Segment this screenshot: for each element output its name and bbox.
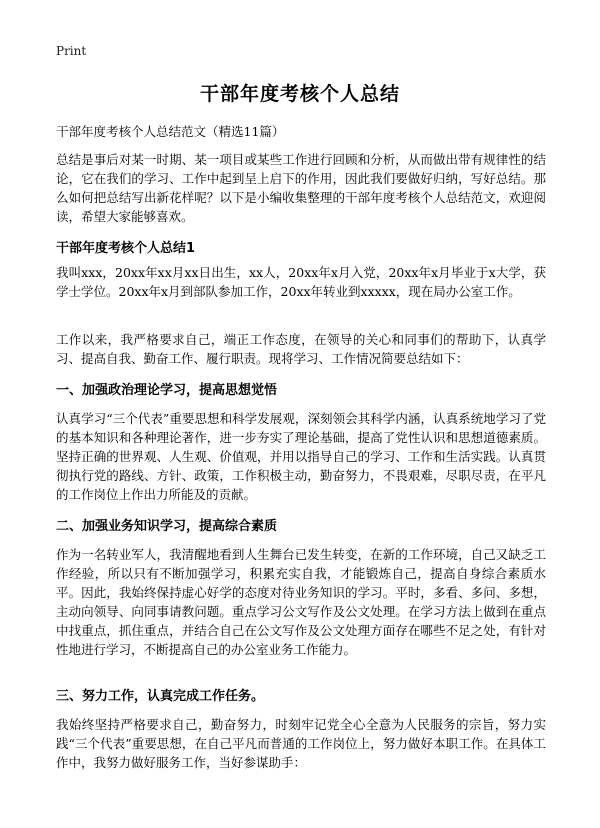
- document-subtitle: 干部年度考核个人总结范文（精选11篇）: [56, 124, 285, 139]
- paragraph-3: 认真学习“三个代表”重要思想和科学发展观，深刻领会其科学内涵，认真系统地学习了党的基本知识和各种理论著作，进一步夯实了理论基础，提高了党性认识和思想道德素质。坚持正确的世界观、人生观、价值观，并用以指导自己的学习、工作和生活实践。认真贯彻执行党的路线、方针、政策，工作积极主动，勤奋努力，不畏艰难，尽职尽责，在平凡的工作岗位上作出力所能及的贡献。: [56, 411, 546, 502]
- print-label[interactable]: Print: [56, 44, 87, 58]
- section-1-heading: 干部年度考核个人总结1: [56, 241, 196, 256]
- heading-a: 一、加强政治理论学习，提高思想觉悟: [56, 383, 278, 398]
- heading-c: 三、努力工作，认真完成工作任务。: [56, 689, 265, 704]
- intro-paragraph: 总结是事后对某一时期、某一项目或某些工作进行回顾和分析，从而做出带有规律性的结论，它在我们的学习、工作中起到呈上启下的作用，因此我们要做好归纳，写好总结。那么如何把总结写出新花样呢？以下是小编收集整理的干部年度考核个人总结范文，欢迎阅读，希望大家能够喜欢。: [56, 152, 546, 224]
- paragraph-2: 工作以来，我严格要求自己，端正工作态度，在领导的关心和同事们的帮助下，认真学习、提高自我、勤奋工作、履行职责。现将学习、工作情况简要总结如下：: [56, 332, 546, 366]
- paragraph-1: 我叫xxx，20xx年xx月xx日出生，xx人，20xx年x月入党，20xx年x月毕业于x大学，获学士学位。20xx年x月到部队参加工作，20xx年转业到xxxxx，现在局办公室工作。: [56, 265, 546, 299]
- paragraph-5: 我始终坚持严格要求自己，勤奋努力，时刻牢记党全心全意为人民服务的宗旨，努力实践“三个代表”重要思想，在自己平凡而普通的工作岗位上，努力做好本职工作。在具体工作中，我努力做好服务工作，当好参谋助手：: [56, 717, 546, 770]
- paragraph-4: 作为一名转业军人，我清醒地看到人生舞台已发生转变，在新的工作环境，自己又缺乏工作经验，所以只有不断加强学习，积累充实自我，才能锻炼自己，提高自身综合素质水平。因此，我始终保持虚心好学的态度对待业务知识的学习。平时，多看、多问、多想，主动向领导、向同事请教问题。重点学习公文写作及公文处理。在学习方法上做到在重点中找重点，抓住重点，并结合自己在公文写作及公文处理方面存在哪些不足之处，有针对性地进行学习，不断提高自己的办公室业务工作能力。: [56, 547, 546, 657]
- document-title: 干部年度考核个人总结: [199, 83, 400, 105]
- heading-b: 二、加强业务知识学习，提高综合素质: [56, 519, 278, 534]
